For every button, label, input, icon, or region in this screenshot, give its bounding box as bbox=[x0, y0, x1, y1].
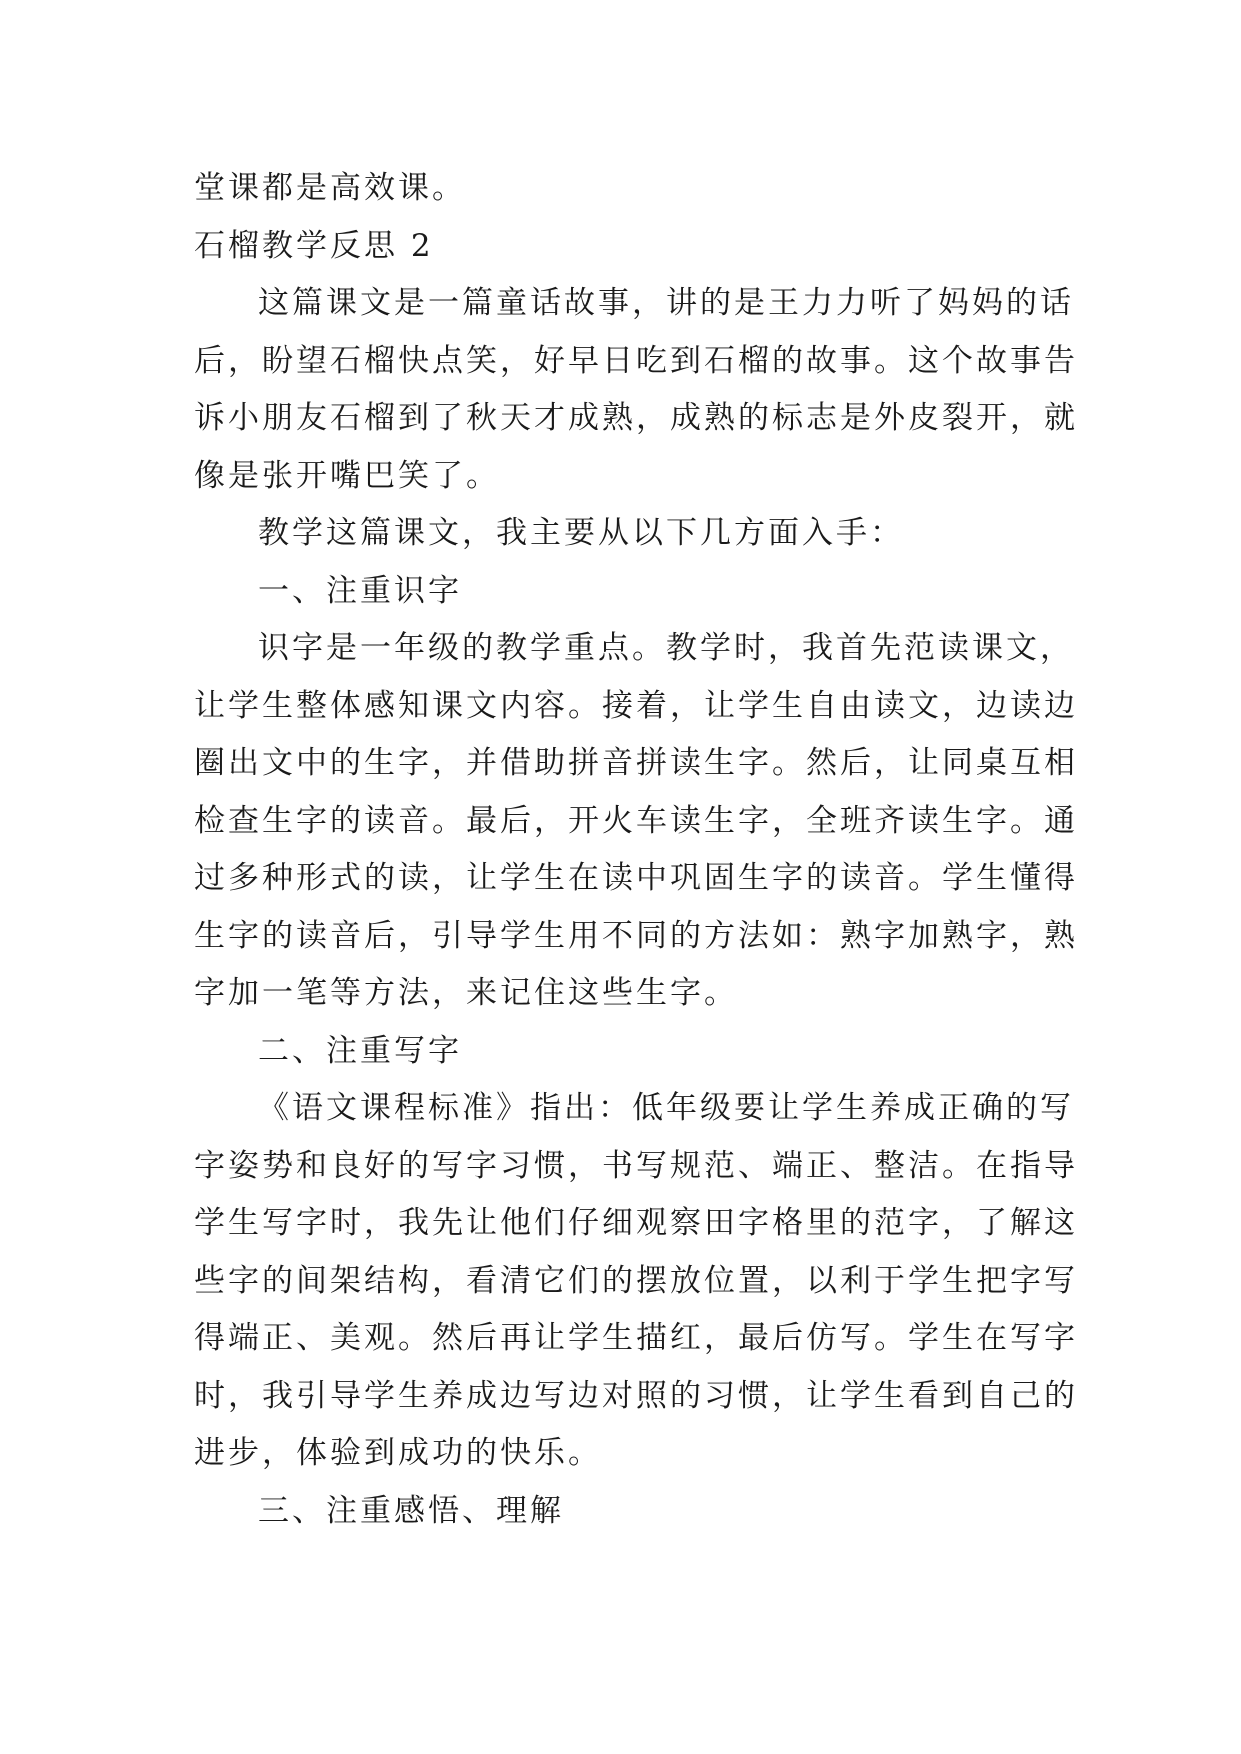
text-line: 过多种形式的读，让学生在读中巩固生字的读音。学生懂得 bbox=[194, 860, 1078, 896]
document-body bbox=[194, 160, 1078, 1540]
subheading: 三、注重感悟、理解 bbox=[258, 1492, 564, 1529]
subheading: 二、注重写字 bbox=[258, 1032, 462, 1069]
text-line: 时，我引导学生养成边写边对照的习惯，让学生看到自己的 bbox=[194, 1377, 1078, 1414]
text-line: 字加一笔等方法，来记住这些生字。 bbox=[194, 975, 738, 1011]
text-line: 检查生字的读音。最后，开火车读生字，全班齐读生字。通 bbox=[194, 802, 1078, 839]
text-line: 后，盼望石榴快点笑，好早日吃到石榴的故事。这个故事告 bbox=[194, 342, 1078, 379]
text-line: 这篇课文是一篇童话故事，讲的是王力力听了妈妈的话 bbox=[258, 285, 1074, 321]
text-line: 字姿势和良好的写字习惯，书写规范、端正、整洁。在指导 bbox=[194, 1147, 1078, 1184]
text-line: 教学这篇课文，我主要从以下几方面入手： bbox=[258, 515, 904, 551]
text-line: 堂课都是高效课。 bbox=[194, 170, 466, 206]
text-line: 进步，体验到成功的快乐。 bbox=[194, 1435, 602, 1471]
text-line: 些字的间架结构，看清它们的摆放位置，以利于学生把字写 bbox=[194, 1262, 1078, 1299]
subheading: 一、注重识字 bbox=[258, 572, 462, 609]
section-title: 石榴教学反思 2 bbox=[194, 227, 434, 264]
text-line: 得端正、美观。然后再让学生描红，最后仿写。学生在写字 bbox=[194, 1320, 1078, 1356]
text-line: 让学生整体感知课文内容。接着，让学生自由读文，边读边 bbox=[194, 687, 1078, 724]
text-line: 圈出文中的生字，并借助拼音拼读生字。然后，让同桌互相 bbox=[194, 745, 1078, 781]
text-line: 像是张开嘴巴笑了。 bbox=[194, 457, 500, 494]
text-line: 诉小朋友石榴到了秋天才成熟，成熟的标志是外皮裂开，就 bbox=[194, 400, 1078, 436]
text-line: 生字的读音后，引导学生用不同的方法如：熟字加熟字，熟 bbox=[194, 917, 1078, 954]
text-line: 《语文课程标准》指出：低年级要让学生养成正确的写 bbox=[258, 1090, 1074, 1126]
text-line: 学生写字时，我先让他们仔细观察田字格里的范字，了解这 bbox=[194, 1205, 1078, 1241]
text-line: 识字是一年级的教学重点。教学时，我首先范读课文， bbox=[258, 630, 1074, 666]
